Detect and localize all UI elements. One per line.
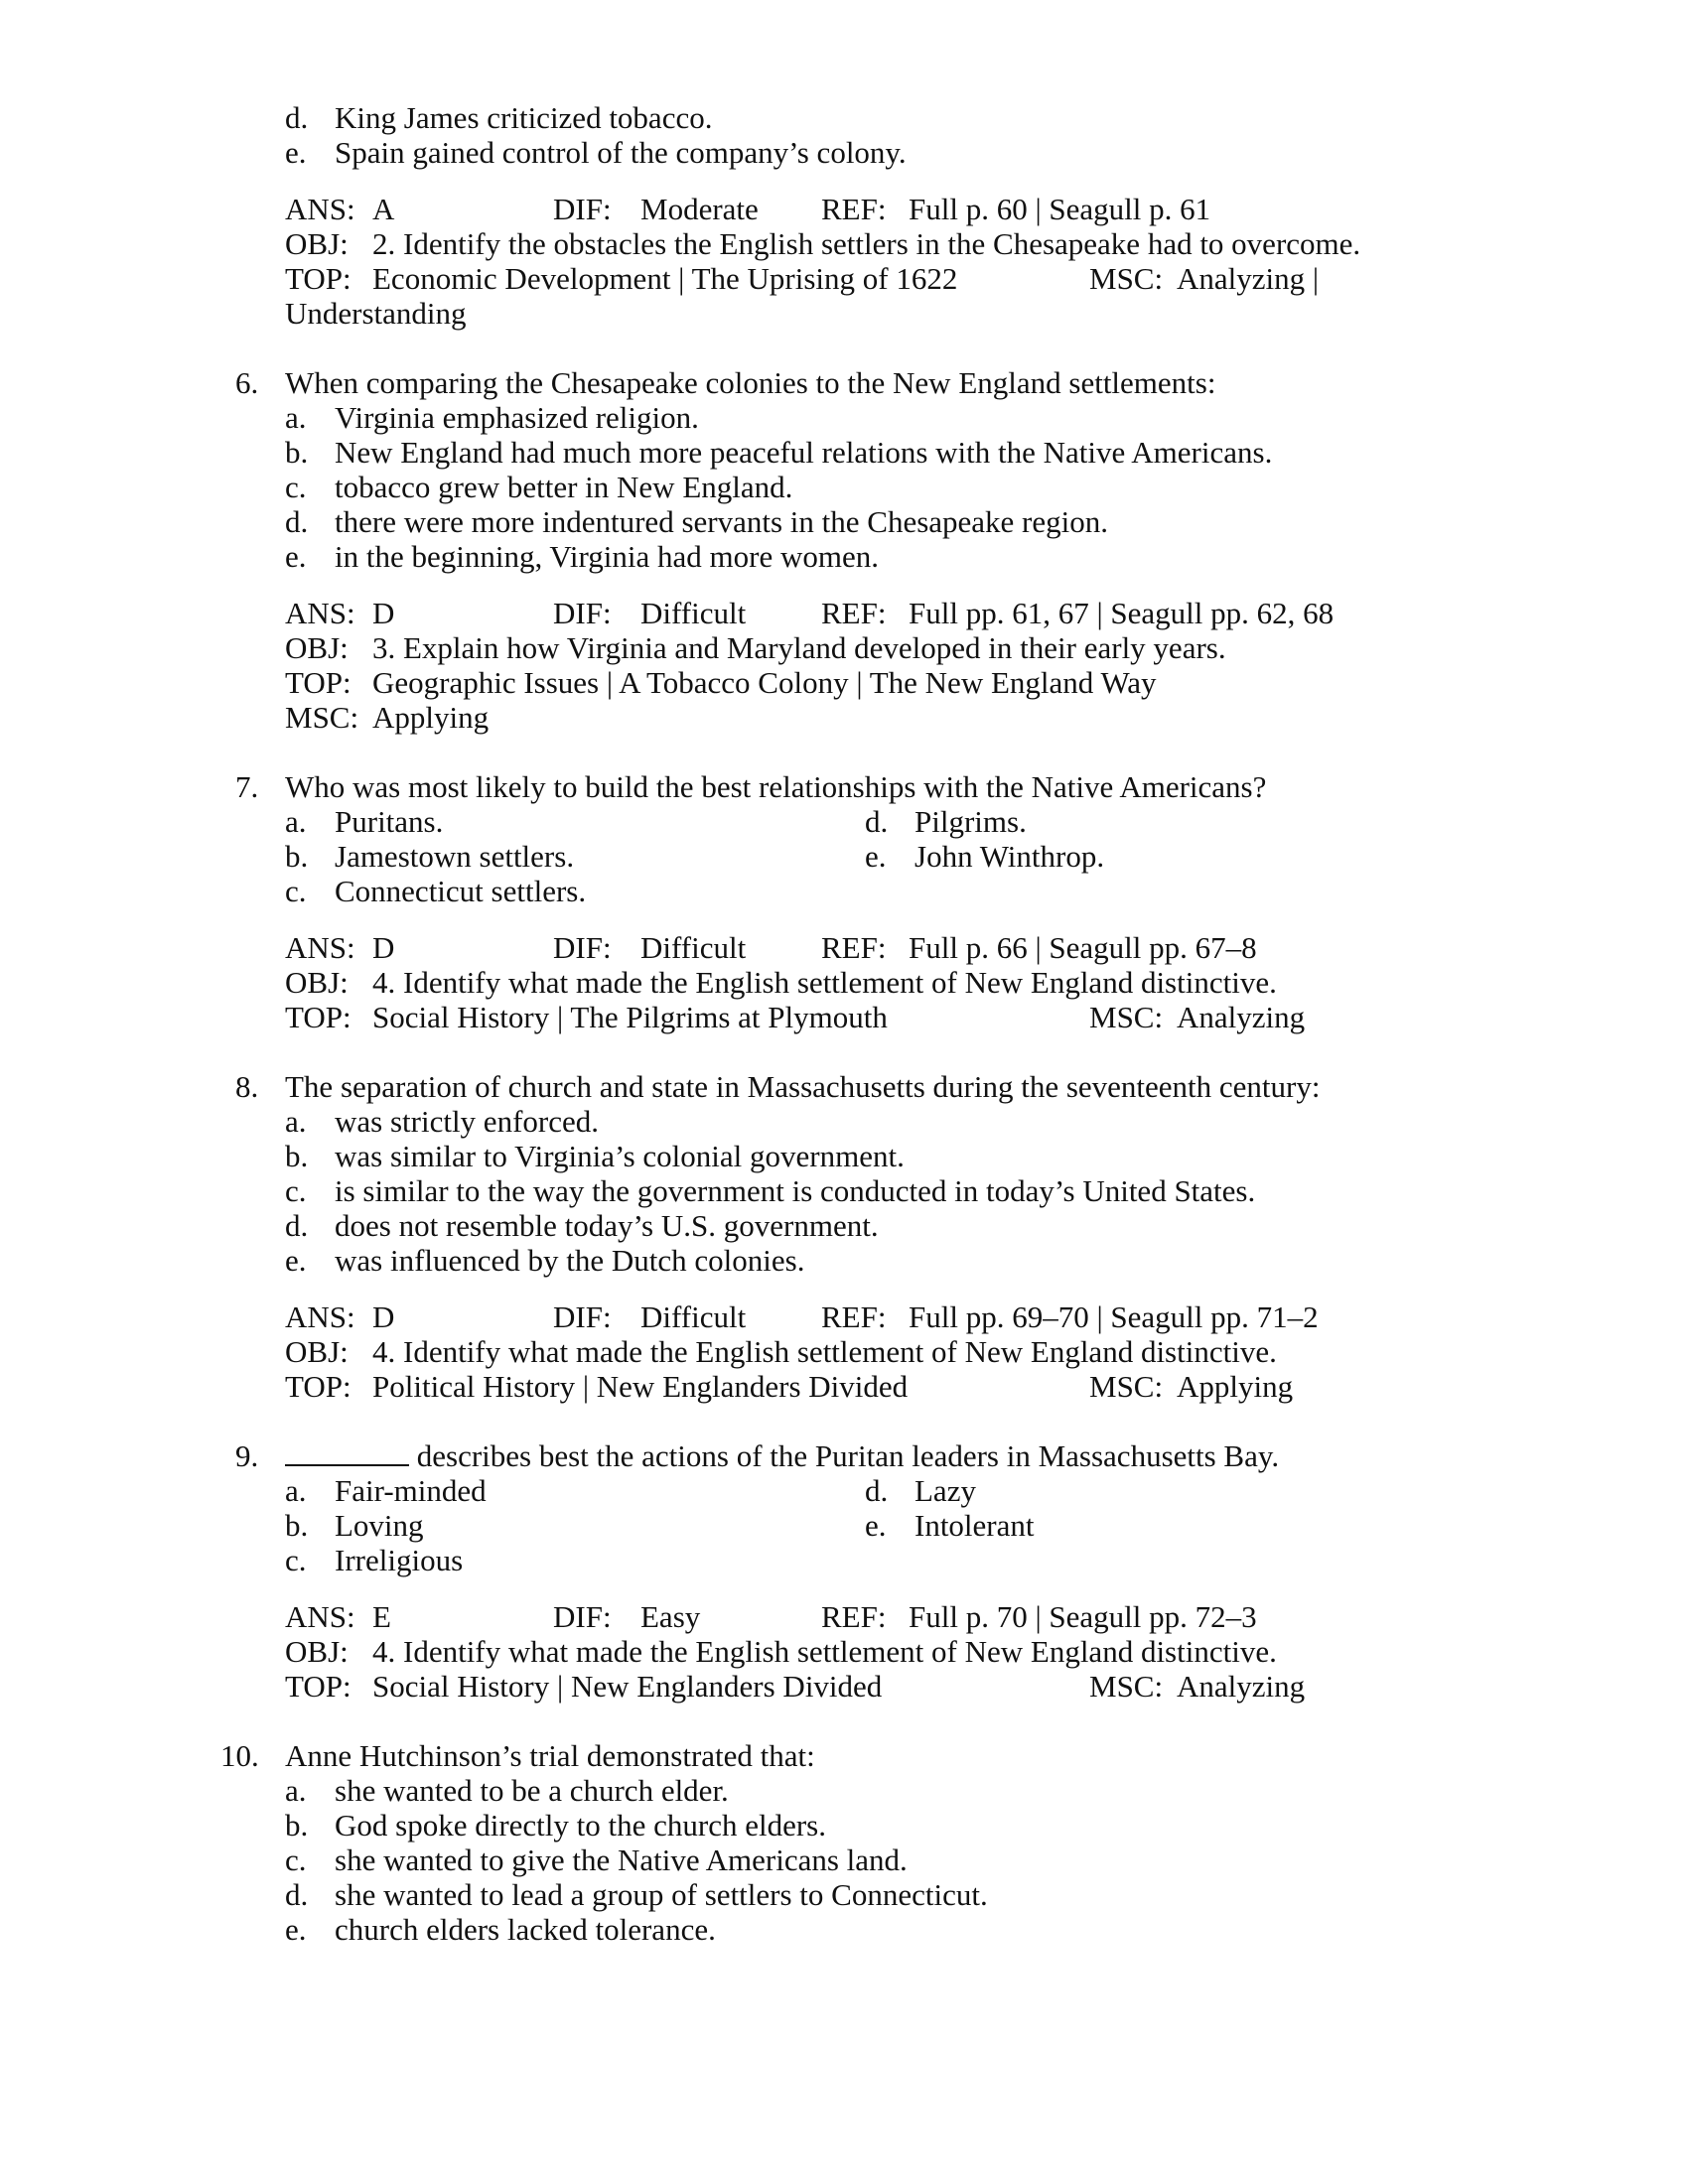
option-text: Spain gained control of the company’s colony. — [335, 135, 907, 170]
msc-label: MSC: — [1089, 1669, 1164, 1704]
option-text: there were more indentured servants in the Chesapeake region. — [335, 504, 1108, 539]
dif-value: Difficult — [640, 930, 747, 965]
obj-label: OBJ: — [285, 1634, 349, 1669]
option-letter: c. — [285, 874, 307, 908]
obj-value: 4. Identify what made the English settlement of New England distinctive. — [372, 965, 1277, 1000]
option-letter: b. — [285, 1808, 309, 1843]
option-text: was influenced by the Dutch colonies. — [335, 1243, 805, 1278]
option-text: church elders lacked tolerance. — [335, 1912, 716, 1947]
option-text: Lazy — [914, 1473, 976, 1508]
option-text: she wanted to be a church elder. — [335, 1773, 729, 1808]
obj-value: 4. Identify what made the English settlement of New England distinctive. — [372, 1634, 1277, 1669]
top-label: TOP: — [285, 1369, 352, 1404]
msc-value: Applying — [372, 700, 490, 735]
msc-value: Analyzing — [1177, 1669, 1306, 1704]
option-letter: d. — [865, 804, 889, 839]
msc-continuation: Understanding — [285, 296, 467, 331]
question-stem: The separation of church and state in Massachusetts during the seventeenth century: — [285, 1069, 1321, 1104]
ref-value: Full pp. 69–70 | Seagull pp. 71–2 — [909, 1299, 1319, 1334]
ref-label: REF: — [821, 192, 887, 226]
msc-label: MSC: — [1089, 261, 1164, 296]
obj-label: OBJ: — [285, 965, 349, 1000]
option-letter: b. — [285, 1508, 309, 1543]
fill-in-blank — [285, 1442, 409, 1466]
option-text: she wanted to lead a group of settlers to Connecticut. — [335, 1877, 988, 1912]
option-letter: a. — [285, 400, 307, 435]
option-letter: e. — [285, 539, 307, 574]
option-text: Connecticut settlers. — [335, 874, 587, 908]
option-text: in the beginning, Virginia had more women. — [335, 539, 880, 574]
option-text: was strictly enforced. — [335, 1104, 599, 1139]
msc-label: MSC: — [285, 700, 359, 735]
dif-label: DIF: — [553, 1599, 612, 1634]
option-letter: d. — [285, 100, 309, 135]
option-letter: c. — [285, 1173, 307, 1208]
dif-value: Difficult — [640, 1299, 747, 1334]
ans-label: ANS: — [285, 1299, 355, 1334]
dif-value: Moderate — [640, 192, 759, 226]
option-letter: d. — [285, 1208, 309, 1243]
option-letter: e. — [285, 1243, 307, 1278]
ans-value: D — [372, 596, 395, 630]
option-text: God spoke directly to the church elders. — [335, 1808, 826, 1843]
option-letter: e. — [865, 839, 887, 874]
ans-label: ANS: — [285, 192, 355, 226]
question-number: 7. — [235, 769, 259, 804]
option-text: tobacco grew better in New England. — [335, 470, 793, 504]
dif-label: DIF: — [553, 930, 612, 965]
question-stem: Who was most likely to build the best relationships with the Native Americans? — [285, 769, 1267, 804]
option-text: Jamestown settlers. — [335, 839, 575, 874]
obj-label: OBJ: — [285, 226, 349, 261]
option-text: Virginia emphasized religion. — [335, 400, 699, 435]
option-letter: a. — [285, 804, 307, 839]
msc-value: Applying — [1177, 1369, 1294, 1404]
question-stem: Anne Hutchinson’s trial demonstrated that: — [285, 1738, 815, 1773]
option-letter: d. — [285, 504, 309, 539]
option-letter: e. — [285, 1912, 307, 1947]
top-value: Geographic Issues | A Tobacco Colony | The New England Way — [372, 665, 1157, 700]
ans-label: ANS: — [285, 930, 355, 965]
option-text: Irreligious — [335, 1543, 464, 1577]
question-number: 10. — [220, 1738, 259, 1773]
dif-label: DIF: — [553, 596, 612, 630]
option-letter: c. — [285, 1543, 307, 1577]
top-label: TOP: — [285, 261, 352, 296]
top-value: Political History | New Englanders Divided — [372, 1369, 909, 1404]
option-text: Intolerant — [914, 1508, 1035, 1543]
ref-label: REF: — [821, 930, 887, 965]
question-number: 9. — [235, 1438, 259, 1473]
ref-label: REF: — [821, 1299, 887, 1334]
ref-label: REF: — [821, 596, 887, 630]
option-text: was similar to Virginia’s colonial government. — [335, 1139, 905, 1173]
top-value: Social History | New Englanders Divided — [372, 1669, 883, 1704]
msc-label: MSC: — [1089, 1369, 1164, 1404]
top-value: Social History | The Pilgrims at Plymouth — [372, 1000, 888, 1034]
option-text: John Winthrop. — [914, 839, 1105, 874]
question-stem — [285, 1438, 1279, 1473]
option-text: Loving — [335, 1508, 424, 1543]
option-letter: d. — [865, 1473, 889, 1508]
question-number: 8. — [235, 1069, 259, 1104]
option-text: New England had much more peaceful relations with the Native Americans. — [335, 435, 1273, 470]
dif-value: Easy — [640, 1599, 701, 1634]
option-letter: c. — [285, 1843, 307, 1877]
obj-value: 4. Identify what made the English settlement of New England distinctive. — [372, 1334, 1277, 1369]
top-label: TOP: — [285, 665, 352, 700]
msc-value: Analyzing — [1177, 1000, 1306, 1034]
ref-value: Full p. 60 | Seagull p. 61 — [909, 192, 1211, 226]
dif-value: Difficult — [640, 596, 747, 630]
dif-label: DIF: — [553, 192, 612, 226]
ans-label: ANS: — [285, 596, 355, 630]
option-text: Fair-minded — [335, 1473, 487, 1508]
ans-label: ANS: — [285, 1599, 355, 1634]
option-letter: b. — [285, 435, 309, 470]
obj-label: OBJ: — [285, 630, 349, 665]
obj-label: OBJ: — [285, 1334, 349, 1369]
option-letter: b. — [285, 1139, 309, 1173]
option-letter: a. — [285, 1473, 307, 1508]
dif-label: DIF: — [553, 1299, 612, 1334]
top-label: TOP: — [285, 1669, 352, 1704]
ref-value: Full p. 70 | Seagull pp. 72–3 — [909, 1599, 1257, 1634]
option-text: is similar to the way the government is conducted in today’s United States. — [335, 1173, 1256, 1208]
question-stem-text: describes best the actions of the Puritan leaders in Massachusetts Bay. — [416, 1438, 1280, 1473]
option-letter: d. — [285, 1877, 309, 1912]
ans-value: D — [372, 930, 395, 965]
option-text: Puritans. — [335, 804, 444, 839]
option-letter: a. — [285, 1773, 307, 1808]
top-value: Economic Development | The Uprising of 1622 — [372, 261, 958, 296]
ref-value: Full pp. 61, 67 | Seagull pp. 62, 68 — [909, 596, 1335, 630]
option-letter: e. — [865, 1508, 887, 1543]
option-text: King James criticized tobacco. — [335, 100, 713, 135]
obj-value: 2. Identify the obstacles the English settlers in the Chesapeake had to overcome. — [372, 226, 1361, 261]
option-letter: b. — [285, 839, 309, 874]
question-number: 6. — [235, 365, 259, 400]
ref-value: Full p. 66 | Seagull pp. 67–8 — [909, 930, 1257, 965]
option-text: Pilgrims. — [914, 804, 1027, 839]
option-text: does not resemble today’s U.S. government. — [335, 1208, 879, 1243]
ans-value: E — [372, 1599, 391, 1634]
ans-value: A — [372, 192, 395, 226]
option-letter: c. — [285, 470, 307, 504]
ans-value: D — [372, 1299, 395, 1334]
msc-label: MSC: — [1089, 1000, 1164, 1034]
msc-value: Analyzing | — [1177, 261, 1320, 296]
option-letter: e. — [285, 135, 307, 170]
ref-label: REF: — [821, 1599, 887, 1634]
question-stem: When comparing the Chesapeake colonies to the New England settlements: — [285, 365, 1216, 400]
option-letter: a. — [285, 1104, 307, 1139]
top-label: TOP: — [285, 1000, 352, 1034]
obj-value: 3. Explain how Virginia and Maryland developed in their early years. — [372, 630, 1226, 665]
option-text: she wanted to give the Native Americans land. — [335, 1843, 908, 1877]
